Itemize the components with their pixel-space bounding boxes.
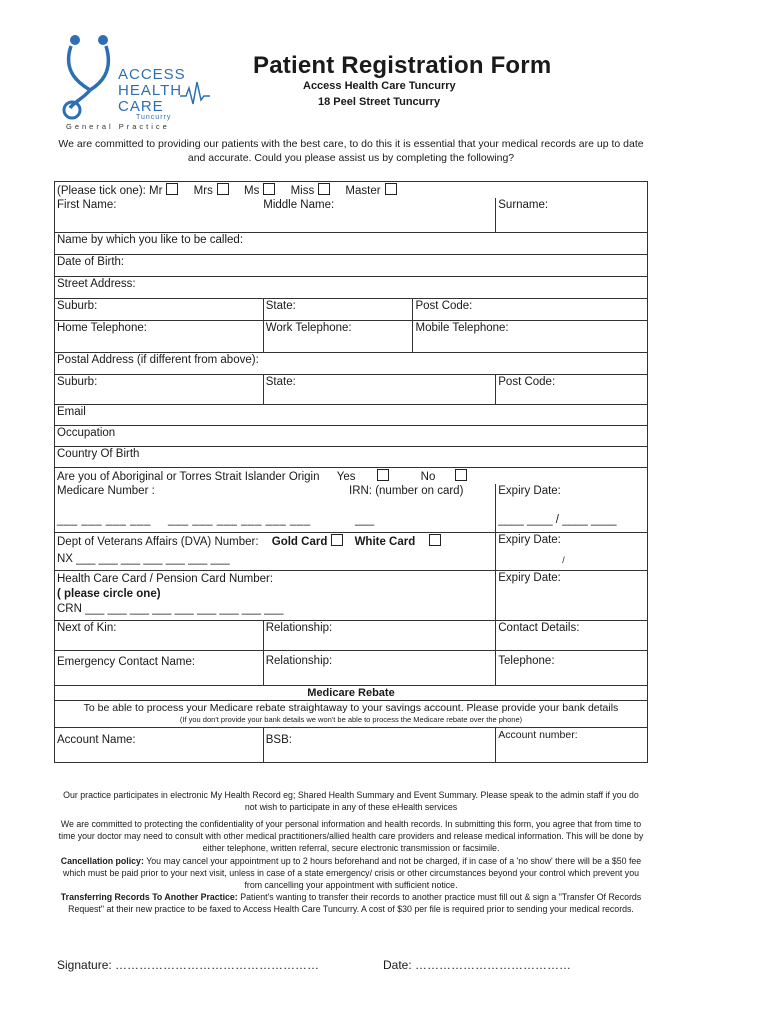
gold-card-label: Gold Card [271,535,328,548]
title-row [55,182,648,198]
irn-blank: ___ [355,514,375,526]
logo-line-1: ACCESS [118,66,186,83]
first-name-field[interactable]: First Name: [55,198,264,233]
no-checkbox[interactable] [455,469,467,481]
medicare-rebate-heading: Medicare Rebate [55,685,648,700]
dva-expiry-label: Expiry Date: [498,533,561,546]
hcc-expiry-field[interactable]: Expiry Date: [496,570,648,620]
postal-suburb-field[interactable]: Suburb: [55,375,264,405]
practice-name: Access Health Care Tuncurry [303,80,456,92]
kin-contact-field[interactable]: Contact Details: [496,620,648,650]
yes-label: Yes [336,471,356,483]
yes-checkbox[interactable] [377,469,389,481]
logo-line-3: CARE [118,98,164,115]
logo-tagline: General Practice [66,122,170,131]
title-mrs-label: Mrs [193,185,213,197]
irn-label: IRN: (number on card) [349,485,464,497]
kin-relationship-field[interactable]: Relationship: [263,620,496,650]
circle-one-label: ( please circle one) [57,587,161,600]
rebate-text: To be able to process your Medicare rebate straightaway to your savings account. Please provide your bank details [83,701,619,714]
ehealth-notice: Our practice participates in electronic My Health Record eg; Shared Health Summary and Event Summary. Please speak to the admin staff if you do not wish to participate in any of these eHealth services [63,790,639,813]
intro-text: We are committed to providing our patients with the best care, to do this it is essential that your medical records are up to date and accurate. Could you please assist us by completing the following? [58,138,644,164]
title-miss-label: Miss [290,185,315,197]
postal-state-field[interactable]: State: [263,375,496,405]
privacy-notice [57,818,645,916]
called-field[interactable]: Name by which you like to be called: [55,233,648,255]
mrs-checkbox[interactable] [217,183,229,195]
account-number-field[interactable]: Account number: [496,727,648,762]
mobile-telephone-field[interactable]: Mobile Telephone: [413,321,648,353]
crn-blanks: CRN ___ ___ ___ ___ ___ ___ ___ ___ ___ [57,602,284,615]
title-ms-label: Ms [244,185,260,197]
medicare-blanks-2: ___ ___ ___ ___ ___ ___ [168,514,311,526]
street-field[interactable]: Street Address: [55,277,648,299]
page-title: Patient Registration Form [253,52,552,79]
next-of-kin-field[interactable]: Next of Kin: [55,620,264,650]
title-master-label: Master [345,185,381,197]
transfer-label: Transferring Records To Another Practice: [60,892,238,903]
postal-postcode-field[interactable]: Post Code: [496,375,648,405]
transfer-text: Patient's wanting to transfer their records to another practice must fill out & sign a "Transfer Of Records Request" at their new practice to be faxed to Access Health Care Tuncurry. A cost of $30 per file is required prior to sending your medical records. [68,892,642,915]
work-telephone-field[interactable]: Work Telephone: [263,321,413,353]
postal-address-field[interactable]: Postal Address (if different from above): [55,353,648,375]
emergency-telephone-field[interactable]: Telephone: [496,650,648,685]
mr-checkbox[interactable] [166,183,178,195]
postcode-field[interactable]: Post Code: [413,299,648,321]
state-field[interactable]: State: [263,299,413,321]
email-field[interactable]: Email [55,405,648,426]
aboriginal-row [55,468,648,485]
no-label: No [420,471,436,483]
medicare-label: Medicare Number : [57,485,155,497]
logo-line-2: HEALTH [118,82,183,99]
emergency-relationship-field[interactable]: Relationship: [263,650,496,685]
occupation-field[interactable]: Occupation [55,426,648,447]
bsb-field[interactable]: BSB: [263,727,496,762]
date-line[interactable]: Date: ………………………………… [383,958,572,972]
master-checkbox[interactable] [385,183,397,195]
registration-form [54,181,648,763]
health-care-card-label: Health Care Card / Pension Card Number: [57,572,274,585]
country-of-birth-field[interactable]: Country Of Birth [55,447,648,468]
rebate-info-cell [55,700,648,727]
cancellation-label: Cancellation policy: [60,855,144,866]
dva-expiry-cell[interactable] [496,532,648,570]
dva-label: Dept of Veterans Affairs (DVA) Number: [57,535,259,548]
practice-address: 18 Peel Street Tuncurry [318,96,441,108]
miss-checkbox[interactable] [318,183,330,195]
surname-field[interactable]: Surname: [496,198,648,233]
dva-expiry-slash: / [562,554,565,565]
dva-cell[interactable] [55,532,496,570]
account-name-field[interactable]: Account Name: [55,727,264,762]
ms-checkbox[interactable] [263,183,275,195]
practice-logo [58,32,218,132]
medicare-cell[interactable] [55,484,496,532]
logo-location: Tuncurry [136,114,172,121]
privacy-text: We are committed to protecting the confidentiality of your personal information and health records. In submitting this form, you agree that from time to time your doctor may need to consult with other medical practitioners/allied health care providers and release medical information. This will be done by either telephone, written referral, secure electronic transmission or facsimile. [58,819,644,854]
suburb-field[interactable]: Suburb: [55,299,264,321]
dob-field[interactable]: Date of Birth: [55,255,648,277]
aboriginal-label: Are you of Aboriginal or Torres Strait Islander Origin [57,471,320,483]
medicare-expiry-cell[interactable] [496,484,648,532]
emergency-contact-field[interactable]: Emergency Contact Name: [55,650,264,685]
middle-name-field[interactable]: Middle Name: [263,198,496,233]
title-mr-label: (Please tick one): Mr [57,185,163,197]
medicare-blanks-1: ___ ___ ___ ___ [57,514,151,526]
white-card-checkbox[interactable] [429,534,441,546]
dva-nx-blanks: NX ___ ___ ___ ___ ___ ___ ___ [57,552,230,565]
cancellation-text: You may cancel your appointment up to 2 hours beforehand and not be charged, if in case of a 'no show' there will be a $50 fee which must be paid prior to your next visit, unless in case of a state emergency/ crisis or other circumstances beyond your control which prevent you from cancelling your appointment with sufficient notice. [63,855,642,891]
home-telephone-field[interactable]: Home Telephone: [55,321,264,353]
white-card-label: White Card [354,535,416,548]
gold-card-checkbox[interactable] [331,534,343,546]
rebate-note: (If you don't provide your bank details we won't be able to process the Medicare rebate over the phone) [179,714,523,724]
medicare-expiry-label: Expiry Date: [498,485,561,497]
medicare-expiry-blanks: ____ ____ / ____ ____ [498,514,617,526]
signature-line[interactable]: Signature: …………………………………………… [57,958,320,972]
health-care-card-cell[interactable] [55,570,496,620]
